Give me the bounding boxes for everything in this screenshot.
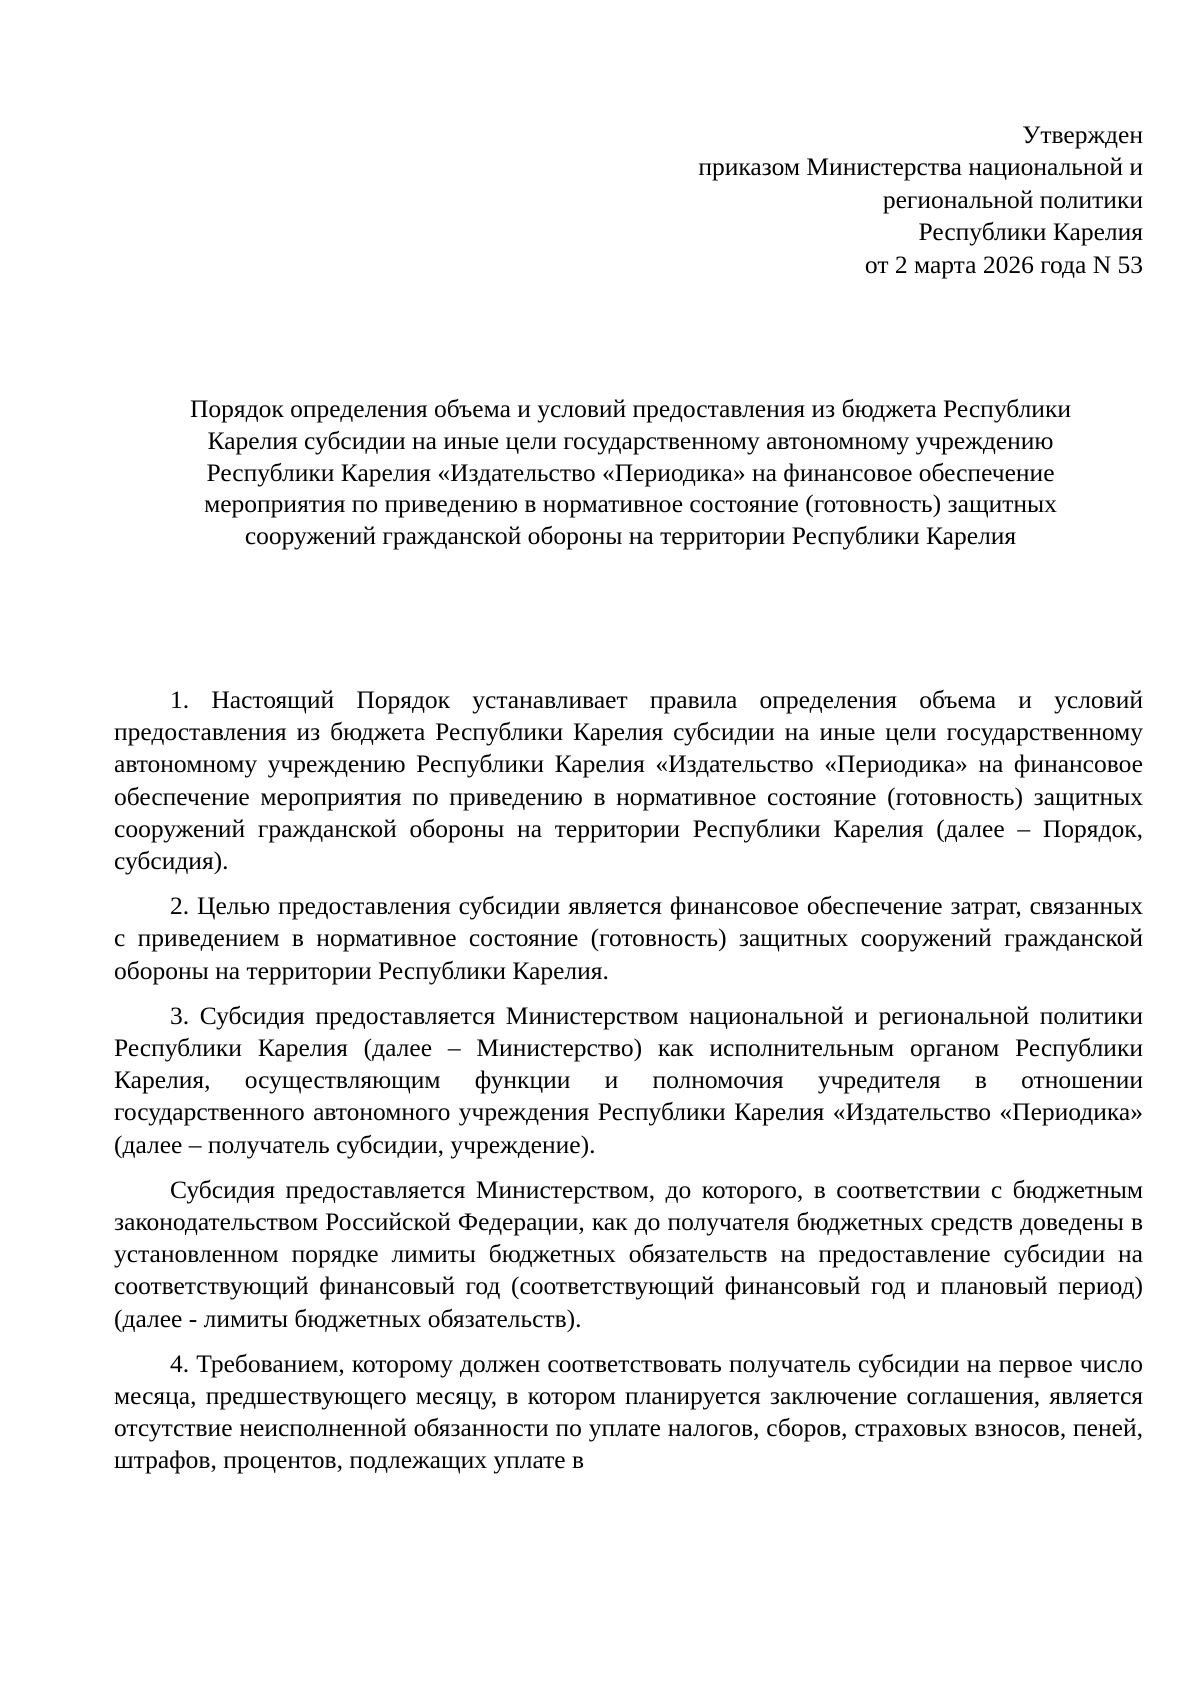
paragraph-3: 3. Субсидия предоставляется Министерством национальной и региональной политики Республики Карелия (далее – Министерство) как исполнительным органом Республики Карелия, осуществляющим функции и полномочия учредителя в отношении государственного автономного учреждения Республики Карелия «Издательство «Периодика» (далее – получатель субсидии, учреждение). [114,1000,1143,1159]
approval-block [583,119,1143,281]
title-line: сооружений гражданской обороны на территории Республики Карелия [244,521,1017,551]
title-line: Республики Карелия «Издательство «Периодика» на финансовое обеспечение [206,457,1055,487]
approval-line: региональной политики [882,184,1143,214]
paragraph-1: 1. Настоящий Порядок устанавливает правила определения объема и условий предоставления из бюджета Республики Карелия субсидии на иные цели государственному автономному учреждению Республики Карелия «Издательство «Периодика» на финансовое обеспечение мероприятия по приведению в нормативное состояние (готовность) защитных сооружений гражданской обороны на территории Республики Карелия (далее – Порядок, субсидия). [114,685,1143,876]
approval-line: Республики Карелия [918,217,1143,247]
title-line: Карелия субсидии на иные цели государственному автономному учреждению [207,425,1054,455]
paragraph-4: 4. Требованием, которому должен соответствовать получатель субсидии на первое число месяца, предшествующего месяцу, в котором планируется заключение соглашения, является отсутствие неисполненной обязанности по уплате налогов, сборов, страховых взносов, пеней, штрафов, процентов, подлежащих уплате в [114,1348,1143,1475]
document-body [114,684,1143,1490]
document-title [118,393,1143,552]
approval-line: Утвержден [1022,120,1143,149]
title-line: мероприятия по приведению в нормативное состояние (готовность) защитных [204,489,1057,519]
title-line: Порядок определения объема и условий предоставления из бюджета Республики [190,394,1071,423]
approval-date-line: от 2 марта 2026 года N 53 [864,249,1143,279]
paragraph-2: 2. Целью предоставления субсидии является финансовое обеспечение затрат, связанных с приведением в нормативное состояние (готовность) защитных сооружений гражданской обороны на территории Республики Карелия. [114,891,1143,985]
paragraph-3-continued: Субсидия предоставляется Министерством, до которого, в соответствии с бюджетным законодательством Российской Федерации, как до получателя бюджетных средств доведены в установленном порядке лимиты бюджетных обязательств на предоставление субсидии на соответствующий финансовый год (соответствующий финансовый год и плановый период) (далее - лимиты бюджетных обязательств). [114,1174,1143,1333]
approval-line: приказом Министерства национальной и [698,152,1143,182]
